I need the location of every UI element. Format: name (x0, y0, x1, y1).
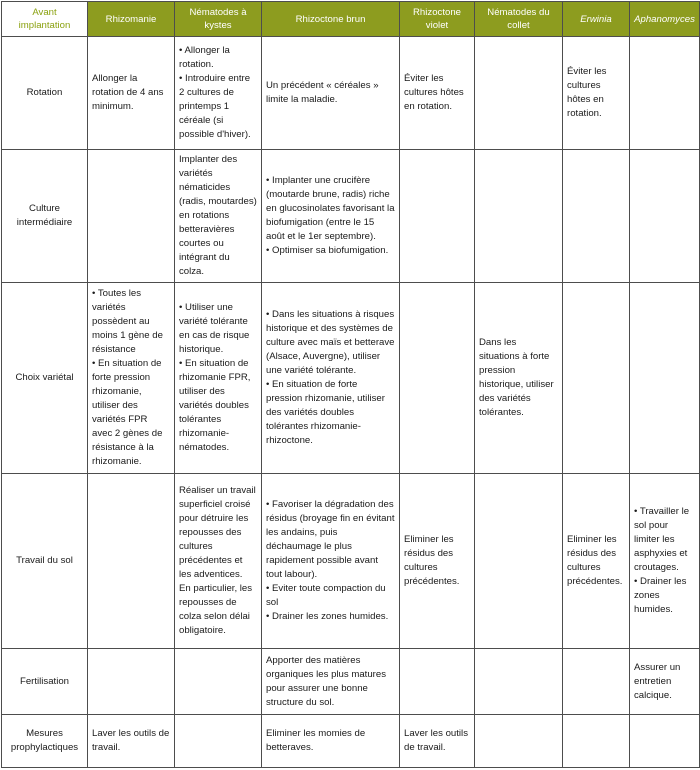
cell-paragraph: Apporter des matières organiques les plus matures pour assurer une bonne structure du sol. (266, 654, 386, 708)
cell-nematodes-kystes (175, 474, 262, 649)
cell-paragraph: • Toutes les variétés possèdent au moins 1 gène de résistance (92, 288, 163, 355)
cell-erwinia (563, 715, 630, 768)
cell-paragraph: • Eviter toute compaction du sol (266, 583, 386, 608)
cell-rhizomanie (88, 474, 175, 649)
cell-paragraph: • Utiliser une variété tolérante en cas de risque historique. (179, 302, 250, 355)
cell-aphanomyces (630, 37, 700, 150)
disease-control-table (1, 1, 700, 768)
cell-rhizoctone-violet (400, 283, 475, 474)
cell-rhizoctone-brun (262, 649, 400, 715)
column-header-nematodes-kystes: Nématodes à kystes (175, 2, 262, 37)
cell-erwinia (563, 649, 630, 715)
column-header-nematodes-collet: Nématodes du collet (475, 2, 563, 37)
cell-erwinia (563, 283, 630, 474)
cell-nematodes-collet (475, 649, 563, 715)
cell-nematodes-kystes (175, 150, 262, 283)
column-header-rhizomanie: Rhizomanie (88, 2, 175, 37)
table-row (2, 150, 700, 283)
cell-nematodes-collet (475, 715, 563, 768)
cell-nematodes-collet (475, 37, 563, 150)
cell-nematodes-collet (475, 150, 563, 283)
cell-erwinia (563, 474, 630, 649)
cell-paragraph: • Allonger la rotation. (179, 45, 230, 70)
row-header: Mesures prophylactiques (2, 715, 88, 768)
cell-erwinia (563, 150, 630, 283)
table-row (2, 283, 700, 474)
cell-paragraph: Implanter des variétés nématicides (radis, moutardes) en rotations betteravières courtes ou intégrant du colza. (179, 154, 257, 277)
cell-rhizomanie (88, 37, 175, 150)
cell-paragraph: Eliminer les résidus des cultures précédentes. (404, 534, 460, 587)
cell-paragraph: • Optimiser sa biofumigation. (266, 245, 389, 256)
cell-paragraph: Un précédent « céréales » limite la maladie. (266, 80, 379, 105)
corner-header: Avant implantation (2, 2, 88, 37)
cell-rhizoctone-violet (400, 715, 475, 768)
cell-paragraph: En particulier, les repousses de colza selon délai obligatoire. (179, 583, 253, 636)
cell-aphanomyces (630, 283, 700, 474)
cell-paragraph: Allonger la rotation de 4 ans minimum. (92, 73, 164, 112)
row-header: Fertilisation (2, 649, 88, 715)
cell-aphanomyces (630, 715, 700, 768)
cell-paragraph: • Drainer les zones humides. (266, 611, 389, 622)
column-header-aphanomyces: Aphanomyces (630, 2, 700, 37)
column-header-rhizoctone-brun: Rhizoctone brun (262, 2, 400, 37)
cell-paragraph: • Favoriser la dégradation des résidus (broyage fin en évitant les andains, puis déchaumage le plus rapidement possible avant tout labour). (266, 499, 395, 580)
table-row (2, 715, 700, 768)
cell-paragraph: Réaliser un travail superficiel croisé pour détruire les repousses des cultures précédentes et les adventices. (179, 485, 256, 580)
column-header-erwinia: Erwinia (563, 2, 630, 37)
cell-paragraph: • En situation de rhizomanie FPR, utiliser des variétés doubles tolérantes rhizomanie-nématodes. (179, 358, 251, 453)
row-header: Culture intermédiaire (2, 150, 88, 283)
cell-paragraph: • Drainer les zones humides. (634, 576, 687, 615)
table-row (2, 474, 700, 649)
cell-paragraph: • En situation de forte pression rhizomanie, utiliser des variétés FPR avec 2 gènes de résistance à la rhizomanie. (92, 358, 163, 467)
cell-paragraph: Éviter les cultures hôtes en rotation. (404, 73, 464, 112)
cell-rhizomanie (88, 649, 175, 715)
cell-paragraph: Eliminer les résidus des cultures précédentes. (567, 534, 623, 587)
cell-rhizoctone-violet (400, 150, 475, 283)
cell-paragraph: • En situation de forte pression rhizomanie, utiliser des variétés doubles tolérantes rhizomanie-rhizoctone. (266, 379, 385, 446)
row-header: Choix variétal (2, 283, 88, 474)
cell-rhizoctone-brun (262, 474, 400, 649)
row-header: Travail du sol (2, 474, 88, 649)
cell-paragraph: Assurer un entretien calcique. (634, 661, 681, 701)
cell-rhizoctone-brun (262, 37, 400, 150)
cell-rhizomanie (88, 715, 175, 768)
cell-paragraph: Éviter les cultures hôtes en rotation. (567, 66, 607, 119)
cell-paragraph: Laver les outils de travail. (404, 728, 468, 753)
cell-nematodes-kystes (175, 283, 262, 474)
cell-nematodes-collet (475, 283, 563, 474)
cell-rhizoctone-brun (262, 150, 400, 283)
table-row (2, 649, 700, 715)
header-row (2, 2, 700, 37)
cell-aphanomyces (630, 474, 700, 649)
table-row (2, 37, 700, 150)
cell-rhizoctone-brun (262, 715, 400, 768)
cell-paragraph: Laver les outils de travail. (92, 728, 170, 753)
cell-nematodes-kystes (175, 649, 262, 715)
cell-rhizoctone-violet (400, 649, 475, 715)
cell-aphanomyces (630, 649, 700, 715)
cell-rhizoctone-brun (262, 283, 400, 474)
cell-erwinia (563, 37, 630, 150)
cell-rhizomanie (88, 150, 175, 283)
table-body (2, 37, 700, 768)
cell-rhizoctone-violet (400, 474, 475, 649)
cell-nematodes-kystes (175, 715, 262, 768)
cell-aphanomyces (630, 150, 700, 283)
cell-rhizoctone-violet (400, 37, 475, 150)
cell-paragraph: • Travailler le sol pour limiter les asphyxies et croutages. (634, 506, 690, 573)
cell-paragraph: Dans les situations à forte pression historique, utiliser des variétés tolérantes. (479, 337, 554, 418)
cell-rhizomanie (88, 283, 175, 474)
cell-nematodes-kystes (175, 37, 262, 150)
cell-nematodes-collet (475, 474, 563, 649)
cell-paragraph: • Implanter une crucifère (moutarde brune, radis) riche en glucosinolates favorisant la biofumigation (entre le 15 août et le 1er septembre). (266, 175, 395, 242)
cell-paragraph: • Introduire entre 2 cultures de printemps 1 céréale (si possible d'hiver). (179, 73, 251, 140)
column-header-rhizoctone-violet: Rhizoctone violet (400, 2, 475, 37)
row-header: Rotation (2, 37, 88, 150)
cell-paragraph: Eliminer les momies de betteraves. (266, 728, 366, 753)
cell-paragraph: • Dans les situations à risques historique et des systèmes de culture avec maïs et betterave (Alsace, Auvergne), utiliser une variété tolérante. (266, 309, 395, 376)
